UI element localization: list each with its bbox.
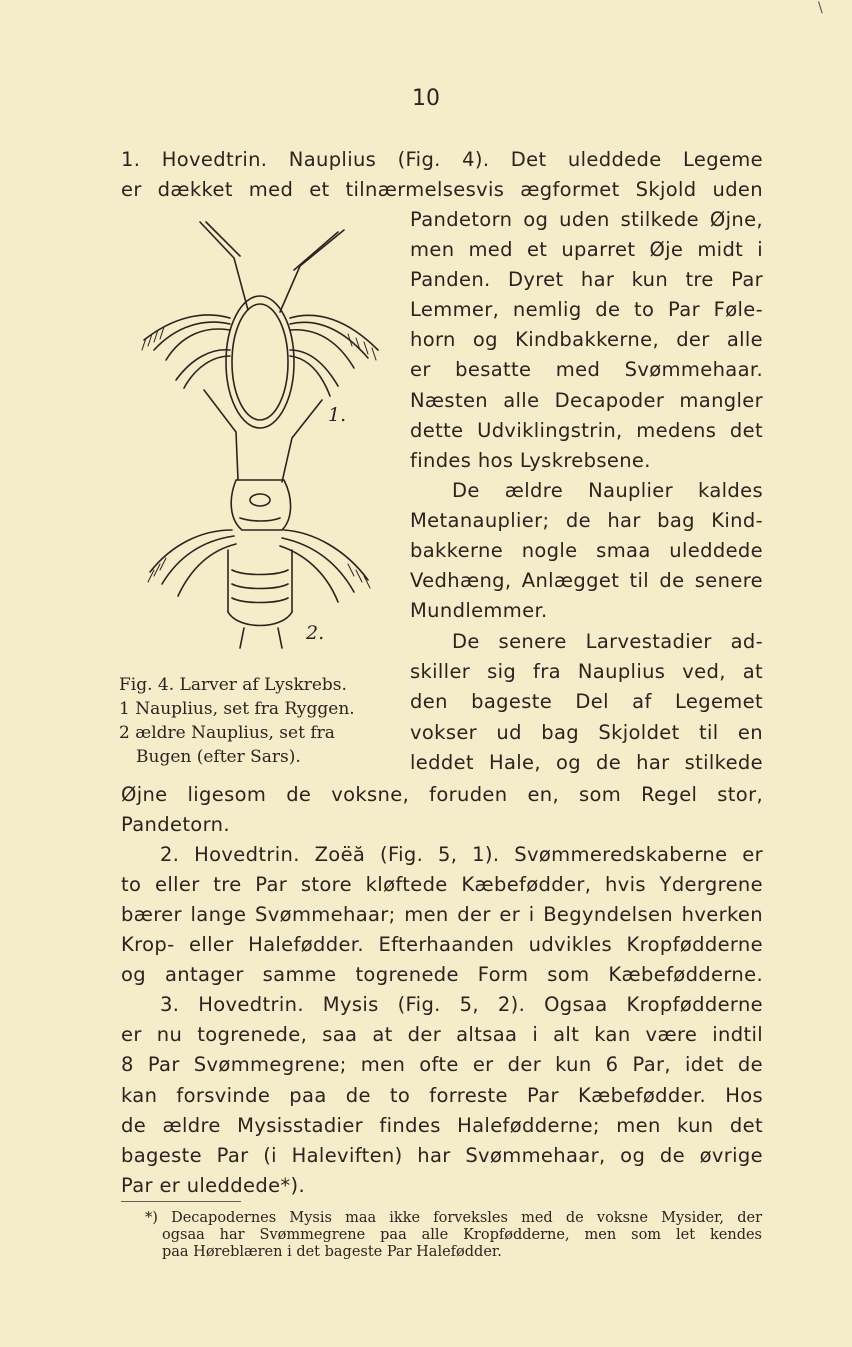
larva-body: [226, 296, 294, 428]
larva-2-body: [231, 480, 290, 530]
text-line: Metanauplier; de har bag Kind-: [410, 509, 763, 532]
text-line: Par er uleddede*).: [121, 1174, 306, 1197]
text-line: er nu togrenede, saa at der altsaa i alt kan være indtil: [121, 1023, 763, 1046]
text-line: De senere Larvestadier ad-: [452, 630, 763, 653]
text-line: findes hos Lyskrebsene.: [410, 449, 651, 472]
text-line: og antager samme togrenede Form som Kæbefødderne.: [121, 963, 763, 986]
figure-caption-title: Fig. 4. Larver af Lyskrebs.: [119, 675, 347, 695]
text-line: Lemmer, nemlig de to Par Føle-: [410, 298, 763, 321]
text-line: men med et uparret Øje midt i: [410, 238, 763, 261]
text-line: 8 Par Svømmegrene; men ofte er der kun 6 Par, idet de: [121, 1053, 763, 1076]
text-line: 3. Hovedtrin. Mysis (Fig. 5, 2). Ogsaa Kropfødderne: [160, 993, 763, 1016]
text-line: er besatte med Svømmehaar.: [410, 358, 763, 381]
text-line: Pandetorn og uden stilkede Øjne,: [410, 208, 763, 231]
text-line: 1. Hovedtrin. Nauplius (Fig. 4). Det uleddede Legeme: [121, 148, 763, 171]
text-line: er dækket med et tilnærmelsesvis ægformet Skjold uden: [121, 178, 763, 201]
text-line: vokser ud bag Skjoldet til en: [410, 721, 763, 744]
antenna-right: [280, 230, 344, 312]
text-line: Øjne ligesom de voksne, foruden en, som Regel stor,: [121, 783, 763, 806]
figure-caption-line: 1 Nauplius, set fra Ryggen.: [119, 699, 355, 719]
corner-mark: \: [818, 0, 823, 16]
text-line: Næsten alle Decapoder mangler: [410, 389, 763, 412]
text-line: bakkerne nogle smaa uleddede: [410, 539, 763, 562]
text-line: dette Udviklingstrin, medens det: [410, 419, 763, 442]
footnote-line: ogsaa har Svømmegrene paa alle Kropfødderne, men som let kendes: [162, 1227, 762, 1243]
footnote-line: *) Decapodernes Mysis maa ikke forveksles med de voksne Mysider, der: [145, 1210, 762, 1226]
figure-caption-line: 2 ældre Nauplius, set fra: [119, 723, 335, 743]
text-line: Mundlemmer.: [410, 599, 548, 622]
text-line: de ældre Mysisstadier findes Halefødderne; men kun det: [121, 1114, 763, 1137]
text-line: Pandetorn.: [121, 813, 230, 836]
figure-label-1: 1.: [328, 404, 347, 426]
footnote-rule: [121, 1201, 241, 1202]
text-line: 2. Hovedtrin. Zoëă (Fig. 5, 1). Svømmeredskaberne er: [160, 843, 763, 866]
text-line: Krop- eller Halefødder. Efterhaanden udvikles Kropfødderne: [121, 933, 763, 956]
text-line: skiller sig fra Nauplius ved, at: [410, 660, 763, 683]
text-line: Panden. Dyret har kun tre Par: [410, 268, 763, 291]
figure-label-2: 2.: [306, 622, 325, 644]
text-line: den bageste Del af Legemet: [410, 690, 763, 713]
antenna-left: [200, 222, 248, 310]
figure-caption-line: Bugen (efter Sars).: [136, 747, 301, 767]
page-number: 10: [412, 86, 440, 111]
text-line: bageste Par (i Haleviften) har Svømmehaar, og de øvrige: [121, 1144, 763, 1167]
text-line: to eller tre Par store kløftede Kæbefødder, hvis Ydergrene: [121, 873, 763, 896]
text-line: Vedhæng, Anlægget til de senere: [410, 569, 763, 592]
nauplius-illustration: [132, 200, 394, 660]
text-line: bærer lange Svømmehaar; men der er i Begyndelsen hverken: [121, 903, 763, 926]
text-line: horn og Kindbakkerne, der alle: [410, 328, 763, 351]
text-line: leddet Hale, og de har stilkede: [410, 751, 763, 774]
footnote-line: paa Høreblæren i det bageste Par Halefødder.: [162, 1244, 502, 1260]
nauplius-figure: [132, 200, 394, 660]
text-line: kan forsvinde paa de to forreste Par Kæbefødder. Hos: [121, 1084, 763, 1107]
text-line: De ældre Nauplier kaldes: [452, 479, 763, 502]
